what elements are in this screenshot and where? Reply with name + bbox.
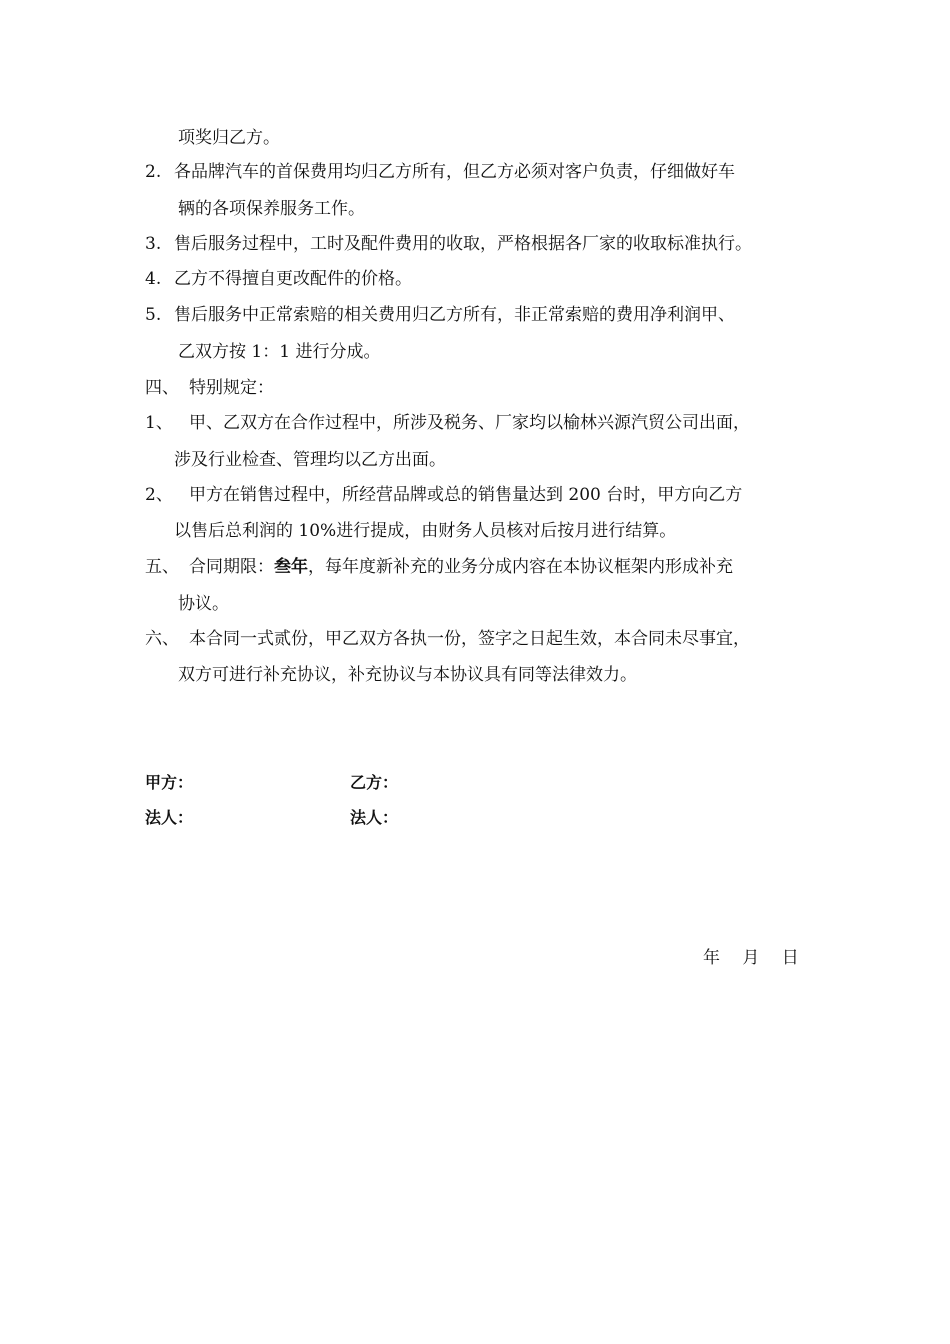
clause-3-5-continuation: 乙双方按 1：1 进行分成。: [178, 342, 381, 362]
clause-4-2: 甲方在销售过程中，所经营品牌或总的销售量达到 200 台时，甲方向乙方: [189, 485, 743, 505]
term-label: 合同期限：: [189, 557, 274, 577]
section-6: 本合同一式贰份，甲乙双方各执一份，签字之日起生效，本合同未尽事宜，: [189, 629, 750, 649]
signing-date: 年 月 日: [703, 948, 799, 968]
party-a-label: 甲方：: [145, 773, 194, 792]
item-number: 5.: [145, 305, 162, 325]
clause-3-5: 售后服务中正常索赔的相关费用归乙方所有，非正常索赔的费用净利润甲、: [174, 305, 735, 325]
clause-3-2-continuation: 辆的各项保养服务工作。: [178, 199, 365, 219]
item-number: 3.: [145, 234, 162, 254]
section-number: 五、: [145, 557, 179, 577]
legal-rep-b-label: 法人：: [350, 808, 399, 827]
clause-3-4: 乙方不得擅自更改配件的价格。: [174, 269, 412, 289]
section-number: 六、: [145, 629, 179, 649]
item-number: 2.: [145, 162, 162, 182]
item-number: 2、: [145, 485, 173, 505]
section-5-term: [189, 556, 733, 578]
item-number: 1、: [145, 413, 173, 433]
party-b-label: 乙方：: [350, 773, 399, 792]
item-number: 4.: [145, 269, 162, 289]
clause-4-1: 甲、乙双方在合作过程中，所涉及税务、厂家均以榆林兴源汽贸公司出面，: [189, 413, 750, 433]
clause-3-1-continuation: 项奖归乙方。: [178, 128, 280, 148]
section-number: 四、: [145, 378, 179, 398]
clause-3-3: 售后服务过程中，工时及配件费用的收取，严格根据各厂家的收取标准执行。: [174, 234, 752, 254]
section-4-heading: 特别规定：: [189, 378, 274, 398]
legal-rep-a-label: 法人：: [145, 808, 194, 827]
clause-4-1-continuation: 涉及行业检查、管理均以乙方出面。: [174, 450, 446, 470]
section-5-continuation: 协议。: [178, 594, 229, 614]
section-6-continuation: 双方可进行补充协议，补充协议与本协议具有同等法律效力。: [178, 665, 637, 685]
clause-3-2: 各品牌汽车的首保费用均归乙方所有，但乙方必须对客户负责，仔细做好车: [174, 162, 735, 182]
term-duration: 叁年: [274, 557, 308, 577]
term-description: ，每年度新补充的业务分成内容在本协议框架内形成补充: [308, 557, 733, 577]
clause-4-2-continuation: 以售后总利润的 10%进行提成，由财务人员核对后按月进行结算。: [174, 521, 677, 541]
